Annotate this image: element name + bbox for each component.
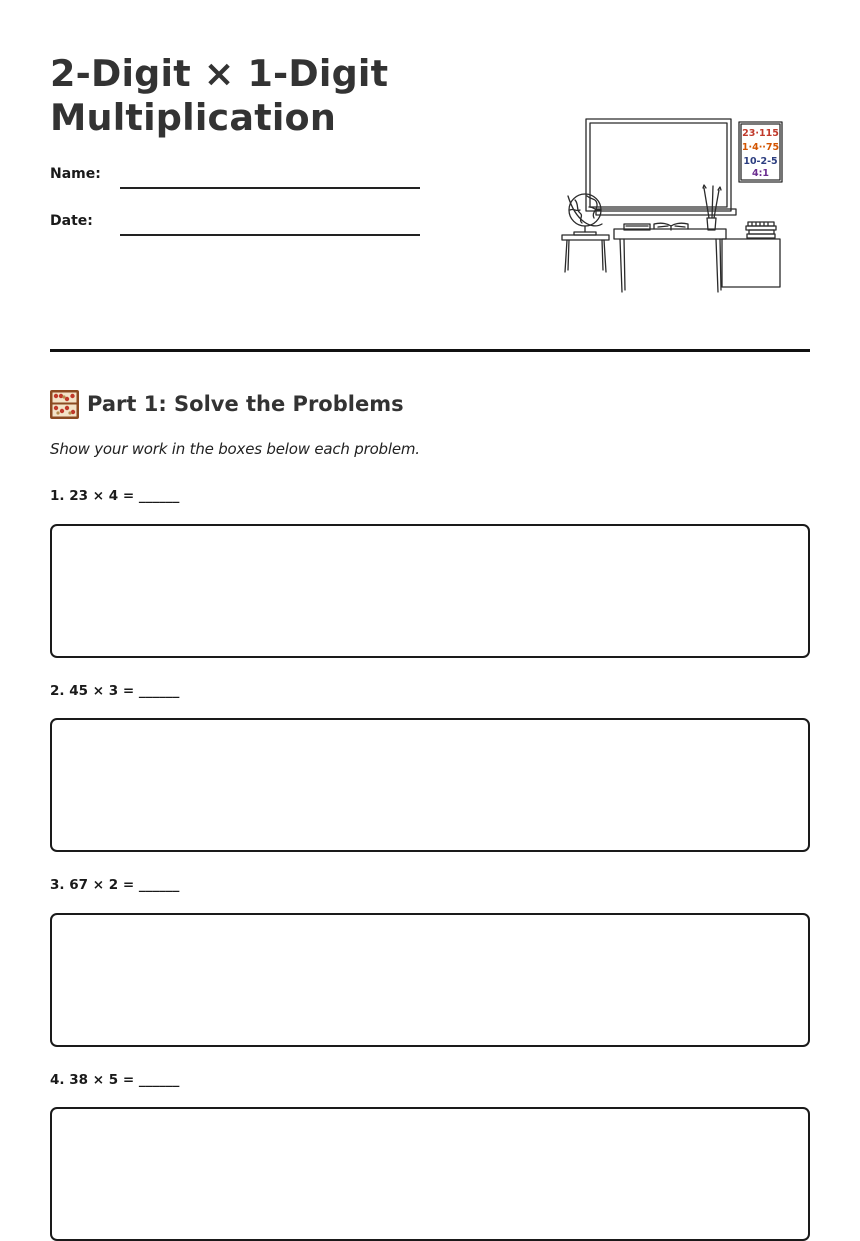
section-divider [50,349,810,352]
poster-line-2: 1·4··75 [741,142,780,153]
date-line[interactable] [120,234,420,236]
problem-1-work-box[interactable] [50,524,810,658]
problem-3-work-box[interactable] [50,913,810,1047]
name-label: Name: [50,166,101,182]
date-label: Date: [50,213,93,229]
poster-line-3: 10-2-5 [743,156,778,167]
part-1-heading [50,388,404,420]
problem-2-label: 2. 45 × 3 = ______ [50,683,180,699]
instructions-text: Show your work in the boxes below each problem. [50,440,420,458]
problem-2-work-box[interactable] [50,718,810,852]
problem-1-label: 1. 23 × 4 = ______ [50,488,180,504]
part-1-heading-text: Part 1: Solve the Problems [87,392,404,416]
name-line[interactable] [120,187,420,189]
classroom-illustration [556,112,788,298]
abacus-icon [50,390,79,419]
poster-line-4: 4:1 [751,168,770,179]
title-line-2: Multiplication [50,96,337,139]
title-line-1: 2-Digit × 1-Digit [50,52,389,95]
problem-4-work-box[interactable] [50,1107,810,1241]
problem-4-label: 4. 38 × 5 = ______ [50,1072,180,1088]
poster-line-1: 23·115 [742,128,779,139]
worksheet-title [50,52,388,140]
problem-3-label: 3. 67 × 2 = ______ [50,877,180,893]
